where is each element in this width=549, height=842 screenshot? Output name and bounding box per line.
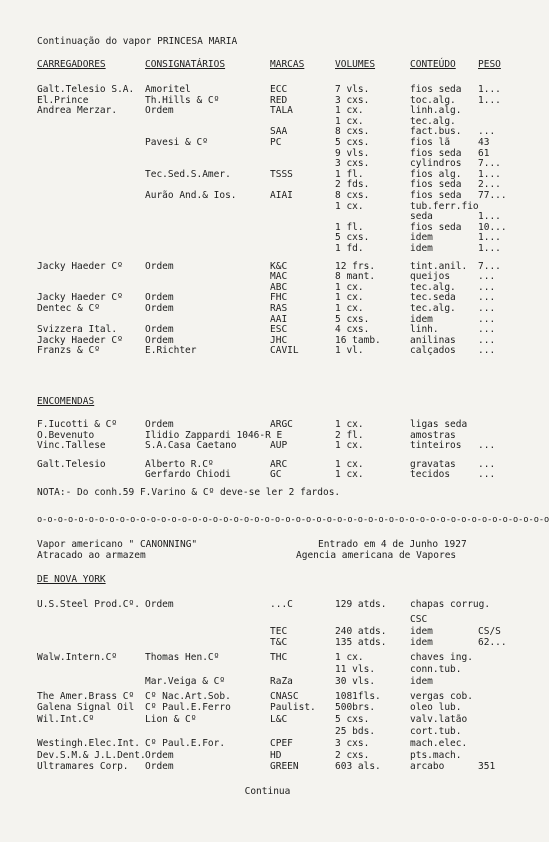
cell-consignee: Ordem [145, 303, 174, 314]
cell-volumes: 8 mant. [335, 271, 376, 282]
cell-shipper: Ultramares Corp. [37, 761, 129, 772]
cell-volumes: 1 cx. [335, 282, 364, 293]
cell-weight: ... [478, 314, 496, 325]
cell-consignee: Th.Hills & Cº [145, 95, 220, 106]
cell-volumes: 500brs. [335, 702, 376, 713]
nota-text: NOTA:- Do conh.59 F.Varino & Cº deve-se ler 2 fardos. [37, 487, 341, 498]
cell-content: amostras [410, 430, 456, 441]
cell-content: arcabo [410, 761, 445, 772]
cell-weight: 1... [478, 211, 501, 222]
cell-mark: SAA [270, 126, 288, 137]
cell-volumes: 16 tamb. [335, 335, 381, 346]
column-header-0: CARREGADORES [37, 59, 106, 70]
cell-volumes: 4 cxs. [335, 324, 370, 335]
cell-weight: 351 [478, 761, 496, 772]
cell-volumes: 135 atds. [335, 637, 387, 648]
footer-continua: Continua [244, 786, 291, 797]
cell-weight: 1... [478, 243, 501, 254]
cell-shipper: F.Iucotti & Cº [37, 419, 118, 430]
cell-content: fact.bus. [410, 126, 462, 137]
cell-mark: T&C [270, 637, 288, 648]
cell-consignee: Ordem [145, 419, 174, 430]
ny-cargo-row [0, 664, 535, 676]
cell-mark: ...C [270, 599, 293, 610]
cell-mark: AUP [270, 440, 288, 451]
cell-shipper: Dev.S.M.& J.L.Dent. [37, 750, 146, 761]
cell-shipper: Andrea Merzar. [37, 105, 118, 116]
cell-volumes: 2 cxs. [335, 750, 370, 761]
ny-cargo-row [0, 714, 535, 726]
cell-volumes: 1 cx. [335, 292, 364, 303]
cell-volumes: 2 fl. [335, 430, 364, 441]
cell-weight: 1... [478, 95, 501, 106]
cell-consignee: Ordem [145, 105, 174, 116]
cell-volumes: 1 cx. [335, 419, 364, 430]
cell-mark: FHC [270, 292, 288, 303]
vessel-agent: Agencia americana de Vapores [296, 550, 457, 561]
cell-content: cylindros [410, 158, 462, 169]
cell-shipper: Galt.Telesio [37, 459, 106, 470]
cell-mark: L&C [270, 714, 288, 725]
cell-volumes: 8 cxs. [335, 190, 370, 201]
cell-volumes: 1081fls. [335, 691, 381, 702]
cell-volumes: 1 cx. [335, 652, 364, 663]
ny-cargo-row [0, 676, 535, 688]
cell-volumes: 11 vls. [335, 664, 376, 675]
cell-consignee: Alberto R.Cº [145, 459, 214, 470]
cell-volumes: 2 fds. [335, 179, 370, 190]
cell-content: fios alg. [410, 169, 462, 180]
cell-content: chaves ing. [410, 652, 473, 663]
cell-mark: PC [270, 137, 282, 148]
cell-mark: ESC [270, 324, 288, 335]
cell-consignee: Ordem [145, 750, 174, 761]
cell-weight: ... [478, 324, 496, 335]
cell-content: chapas corrug. [410, 599, 491, 610]
cell-weight: ... [478, 282, 496, 293]
cell-content: pts.mach. [410, 750, 462, 761]
cell-content: vergas cob. [410, 691, 473, 702]
column-header-4: CONTEÚDO [410, 59, 456, 70]
cell-consignee: Mar.Veiga & Cº [145, 676, 226, 687]
cell-mark: JHC [270, 335, 288, 346]
cell-volumes: 240 atds. [335, 626, 387, 637]
cell-weight: ... [478, 469, 496, 480]
cell-volumes: 3 cxs. [335, 158, 370, 169]
cell-content: tinteiros [410, 440, 462, 451]
cell-weight: ... [478, 335, 496, 346]
cell-consignee: Aurão And.& Ios. [145, 190, 237, 201]
cell-content: tec.alg. [410, 116, 456, 127]
cell-mark: ARGC [270, 419, 293, 430]
page-title: Continuação do vapor PRINCESA MARIA [37, 36, 238, 47]
cell-shipper: Galena Signal Oil [37, 702, 135, 713]
cell-content: toc.alg. [410, 95, 456, 106]
ny-cargo-row [0, 599, 535, 611]
cell-mark: GREEN [270, 761, 299, 772]
cell-content: idem [410, 243, 433, 254]
cell-volumes: 603 als. [335, 761, 381, 772]
cell-mark: TEC [270, 626, 288, 637]
cell-volumes: 1 cx. [335, 116, 364, 127]
cell-mark: AIAI [270, 190, 293, 201]
vessel-location: Atracado ao armazem [37, 550, 146, 561]
cell-volumes: 1 fl. [335, 222, 364, 233]
cell-consignee: Thomas Hen.Cº [145, 652, 220, 663]
cell-shipper: Walw.Intern.Cº [37, 652, 118, 663]
cell-mark: THC [270, 652, 288, 663]
cell-content: tec.seda [410, 292, 456, 303]
cell-mark: ARC [270, 459, 288, 470]
cell-weight: 43 [478, 137, 490, 148]
ny-cargo-row [0, 637, 535, 649]
cell-consignee: Pavesi & Cº [145, 137, 208, 148]
cell-volumes: 5 cxs. [335, 232, 370, 243]
cell-shipper: O.Bevenuto [37, 430, 95, 441]
cell-weight: 61 [478, 148, 490, 159]
cell-content: anilinas [410, 335, 456, 346]
cell-weight: ... [478, 292, 496, 303]
cell-weight: 10... [478, 222, 507, 233]
cell-mark: CNASC [270, 691, 299, 702]
cell-mark: CPEF [270, 738, 293, 749]
cell-content: fios seda [410, 190, 462, 201]
cell-mark: Paulist. [270, 702, 316, 713]
cell-volumes: 129 atds. [335, 599, 387, 610]
cell-volumes: 1 cx. [335, 105, 364, 116]
cell-shipper: Jacky Haeder Cº [37, 292, 123, 303]
cell-consignee: Ordem [145, 261, 174, 272]
cell-shipper: Jacky Haeder Cº [37, 261, 123, 272]
cell-content: idem [410, 626, 433, 637]
cell-content: tec.alg. [410, 282, 456, 293]
cell-shipper: El.Prince [37, 95, 89, 106]
cell-mark: CAVIL [270, 345, 299, 356]
cell-shipper: Dentec & Cº [37, 303, 100, 314]
cell-content: seda [410, 211, 433, 222]
cell-mark: ABC [270, 282, 288, 293]
cell-consignee: Cº Nac.Art.Sob. [145, 691, 231, 702]
cell-content: tecidos [410, 469, 451, 480]
cell-shipper: Galt.Telesio S.A. [37, 84, 135, 95]
cell-content: idem [410, 232, 433, 243]
cell-volumes: 7 vls. [335, 84, 370, 95]
cell-weight: 1... [478, 84, 501, 95]
cell-mark: TSSS [270, 169, 293, 180]
cell-consignee: Cº Paul.E.Ferro [145, 702, 231, 713]
cell-shipper: The Amer.Brass Cº [37, 691, 135, 702]
cell-weight: 77... [478, 190, 507, 201]
ny-cargo-row [0, 652, 535, 664]
cell-content: idem [410, 314, 433, 325]
cell-consignee: Ilidio Zappardi 1046-R E [145, 430, 283, 441]
cell-content: fios seda [410, 222, 462, 233]
cell-content: mach.elec. [410, 738, 468, 749]
cell-volumes: 1 cx. [335, 303, 364, 314]
cell-mark: MAC [270, 271, 288, 282]
cell-mark: HD [270, 750, 282, 761]
column-header-2: MARCAS [270, 59, 305, 70]
cell-weight: ... [478, 345, 496, 356]
cell-content: conn.tub. [410, 664, 462, 675]
cell-weight: 62... [478, 637, 507, 648]
cell-volumes: 1 cx. [335, 469, 364, 480]
cell-volumes: 1 fd. [335, 243, 364, 254]
cell-shipper: Wil.Int.Cº [37, 714, 95, 725]
cell-shipper: Westingh.Elec.Int. [37, 738, 140, 749]
cell-shipper: Jacky Haeder Cº [37, 335, 123, 346]
origin-heading: DE NOVA YORK [37, 574, 106, 585]
column-header-1: CONSIGNATÁRIOS [145, 59, 226, 70]
cell-content: fios seda [410, 179, 462, 190]
cell-content: calçados [410, 345, 456, 356]
cell-volumes: 5 cxs. [335, 137, 370, 148]
cell-content: valv.latão [410, 714, 468, 725]
ny-cargo-row [0, 614, 535, 626]
cell-weight: 2... [478, 179, 501, 190]
cell-mark: GC [270, 469, 282, 480]
cell-consignee: Ordem [145, 599, 174, 610]
ny-cargo-row [0, 738, 535, 750]
cell-content: idem [410, 676, 433, 687]
ny-cargo-row [0, 761, 535, 773]
cell-content: tint.anil. [410, 261, 468, 272]
column-header-5: PESO [478, 59, 501, 70]
cell-weight: ... [478, 440, 496, 451]
cell-mark: ECC [270, 84, 288, 95]
cell-consignee: Lion & Cº [145, 714, 197, 725]
cell-weight: ... [478, 126, 496, 137]
cell-content: tub.ferr.fio [410, 201, 479, 212]
cell-volumes: 3 cxs. [335, 95, 370, 106]
cell-consignee: Tec.Sed.S.Amer. [145, 169, 231, 180]
cell-consignee: Cº Paul.E.For. [145, 738, 226, 749]
cell-weight: 1... [478, 232, 501, 243]
cell-volumes: 25 bds. [335, 726, 376, 737]
cell-content: gravatas [410, 459, 456, 470]
encomendas-heading: ENCOMENDAS [37, 396, 95, 407]
cell-mark: TALA [270, 105, 293, 116]
cell-consignee: Ordem [145, 761, 174, 772]
cell-weight: 1... [478, 169, 501, 180]
cell-mark: RaZa [270, 676, 293, 687]
cell-weight: CS/S [478, 626, 501, 637]
vessel-entry: Entrado em 4 de Junho 1927 [318, 539, 467, 550]
cell-content: oleo lub. [410, 702, 462, 713]
cell-consignee: Amoritel [145, 84, 191, 95]
cell-volumes: 5 cxs. [335, 714, 370, 725]
cell-mark: AAI [270, 314, 288, 325]
cell-weight: ... [478, 271, 496, 282]
cell-consignee: Ordem [145, 324, 174, 335]
cell-volumes: 3 cxs. [335, 738, 370, 749]
cell-weight: ... [478, 459, 496, 470]
cell-content: idem [410, 637, 433, 648]
cell-shipper: Vinc.Tallese [37, 440, 106, 451]
cargo-row [0, 345, 535, 357]
encomenda-row [0, 440, 535, 452]
cell-shipper: Franzs & Cº [37, 345, 100, 356]
cell-volumes: 1 cx. [335, 201, 364, 212]
cell-content: fios lã [410, 137, 451, 148]
column-header-3: VOLUMES [335, 59, 376, 70]
cell-volumes: 30 vls. [335, 676, 376, 687]
cell-weight: ... [478, 303, 496, 314]
cell-mark: RED [270, 95, 288, 106]
cell-content: fios seda [410, 84, 462, 95]
cell-content: fios seda [410, 148, 462, 159]
ny-cargo-row [0, 726, 535, 738]
cell-volumes: 1 vl. [335, 345, 364, 356]
cell-shipper: Svizzera Ital. [37, 324, 118, 335]
cell-consignee: Ordem [145, 292, 174, 303]
cell-content: cort.tub. [410, 726, 462, 737]
cell-content: linh.alg. [410, 105, 462, 116]
cell-volumes: 12 frs. [335, 261, 376, 272]
cell-consignee: E.Richter [145, 345, 197, 356]
cell-volumes: 1 cx. [335, 459, 364, 470]
ny-cargo-row [0, 702, 535, 714]
cell-content: tec.alg. [410, 303, 456, 314]
vessel-name: Vapor americano " CANONNING" [37, 539, 198, 550]
cell-volumes: 1 cx. [335, 440, 364, 451]
cell-consignee: Ordem [145, 335, 174, 346]
cell-weight: 7... [478, 261, 501, 272]
cell-volumes: 9 vls. [335, 148, 370, 159]
cell-mark: K&C [270, 261, 288, 272]
cell-content: queijos [410, 271, 451, 282]
cell-shipper: U.S.Steel Prod.Cº. [37, 599, 140, 610]
cell-volumes: 1 fl. [335, 169, 364, 180]
cell-content: linh. [410, 324, 439, 335]
cell-consignee: S.A.Casa Caetano [145, 440, 237, 451]
cell-consignee: Gerfardo Chiodi [145, 469, 231, 480]
cell-content: ligas seda [410, 419, 468, 430]
cell-volumes: 8 cxs. [335, 126, 370, 137]
cell-weight: 7... [478, 158, 501, 169]
encomenda-row [0, 469, 535, 481]
cell-content: CSC [410, 614, 428, 625]
cell-mark: RAS [270, 303, 288, 314]
cargo-row [0, 243, 535, 255]
separator-line: o-o-o-o-o-o-o-o-o-o-o-o-o-o-o-o-o-o-o-o-o-o-o-o-o-o-o-o-o-o-o-o-o-o-o-o-o-o-o-o-o-o-o-o-o-o-o-o-o-o [37, 515, 549, 525]
cell-volumes: 5 cxs. [335, 314, 370, 325]
